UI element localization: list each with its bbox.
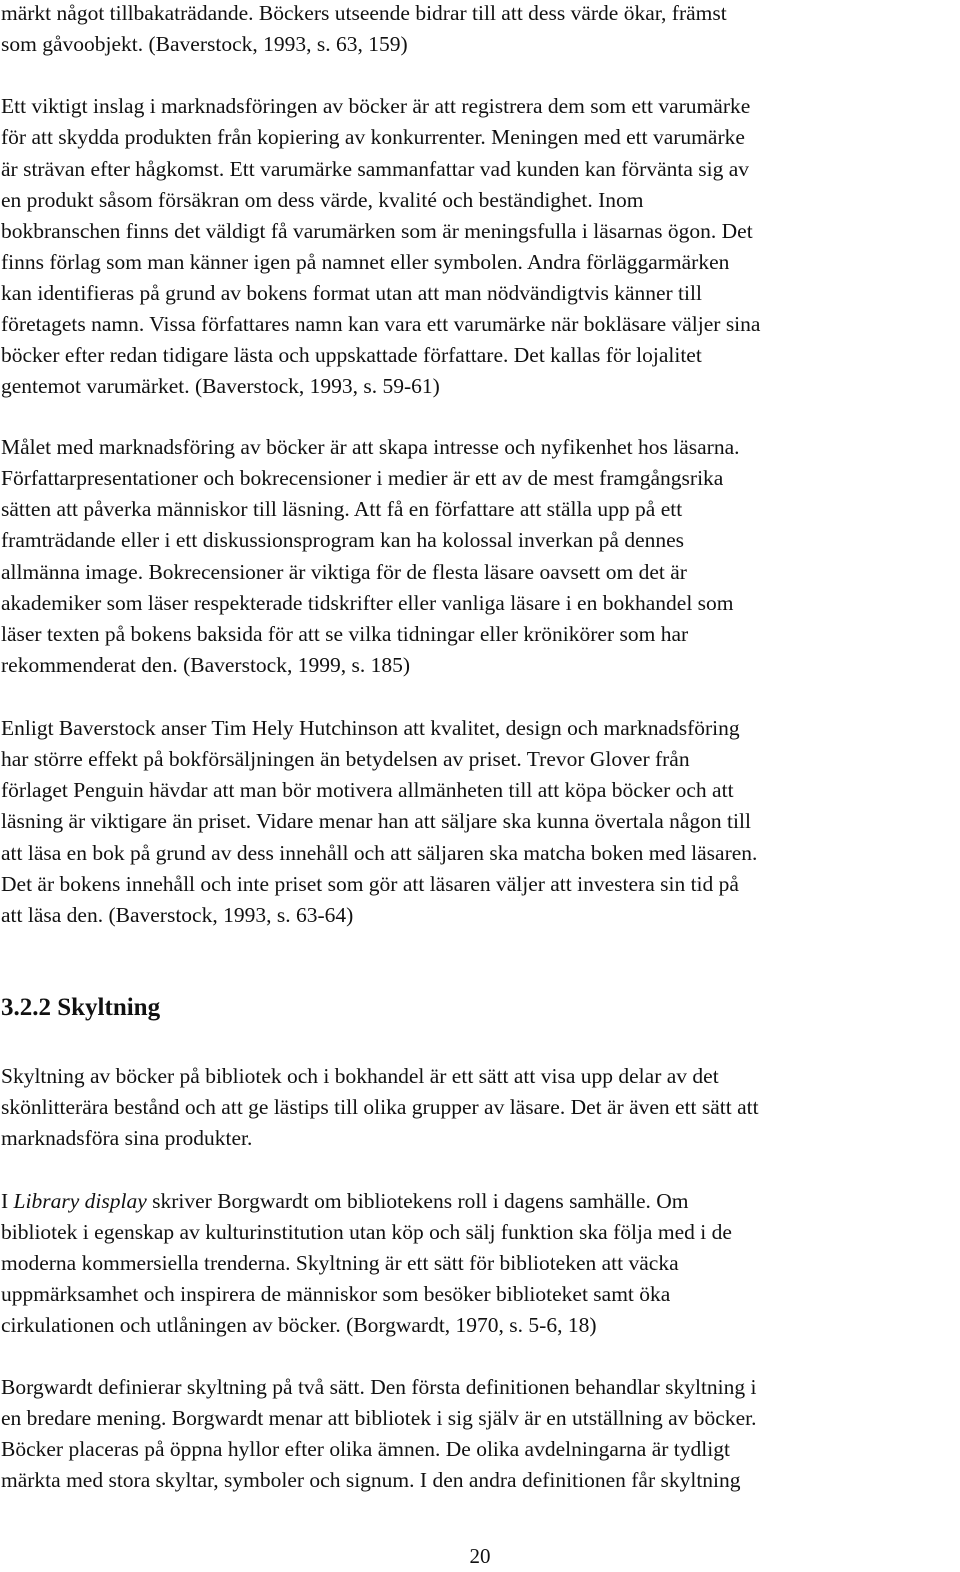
text-line: Borgwardt definierar skyltning på två sätt. Den första definitionen behandlar skyltning i	[1, 1375, 757, 1399]
text-line: finns förlag som man känner igen på namnet eller symbolen. Andra förläggarmärken	[1, 250, 730, 274]
text-line: skönlitterära bestånd och att ge lästips till olika grupper av läsare. Det är även ett sätt att	[1, 1095, 759, 1119]
text-span: skriver Borgwardt om bibliotekens roll i dagens samhälle. Om	[146, 1189, 689, 1213]
text-line: läser texten på bokens baksida för att se vilka tidningar eller krönikörer som har	[1, 622, 689, 646]
text-line: företagets namn. Vissa författares namn kan vara ett varumärke när bokläsare väljer sina	[1, 312, 761, 336]
text-line: Skyltning av böcker på bibliotek och i bokhandel är ett sätt att visa upp delar av det	[1, 1064, 719, 1088]
text-line: cirkulationen och utlåningen av böcker. (Borgwardt, 1970, s. 5-6, 18)	[1, 1313, 597, 1337]
text-line: Enligt Baverstock anser Tim Hely Hutchinson att kvalitet, design och marknadsföring	[1, 716, 740, 740]
text-line: märkt något tillbakaträdande. Böckers utseende bidrar till att dess värde ökar, främst	[1, 1, 727, 25]
text-line: har större effekt på bokförsäljningen än betydelsen av priset. Trevor Glover från	[1, 747, 690, 771]
text-line: läsning är viktigare än priset. Vidare menar han att säljare ska kunna övertala någon till	[1, 809, 751, 833]
text-line: Det är bokens innehåll och inte priset som gör att läsaren väljer att investera sin tid på	[1, 872, 739, 896]
section-heading: 3.2.2 Skyltning	[1, 994, 161, 1021]
text-line: akademiker som läser respekterade tidskrifter eller vanliga läsare i en bokhandel som	[1, 591, 734, 615]
text-line	[1, 1186, 689, 1216]
text-line: böcker efter redan tidigare lästa och uppskattade författare. Det kallas för lojalitet	[1, 343, 702, 367]
text-line: Författarpresentationer och bokrecensioner i medier är ett av de mest framgångsrika	[1, 466, 724, 490]
text-line: att läsa en bok på grund av dess innehåll och att säljaren ska matcha boken med läsaren.	[1, 841, 758, 865]
text-line: att läsa den. (Baverstock, 1993, s. 63-64)	[1, 903, 354, 927]
text-line: Ett viktigt inslag i marknadsföringen av böcker är att registrera dem som ett varumärke	[1, 94, 751, 118]
page-number: 20	[469, 1544, 491, 1568]
text-line: marknadsföra sina produkter.	[1, 1126, 253, 1150]
text-line: en bredare mening. Borgwardt menar att bibliotek i sig själv är en utställning av böcker.	[1, 1406, 757, 1430]
book-title: Library display	[13, 1189, 147, 1213]
text-line: Målet med marknadsföring av böcker är att skapa intresse och nyfikenhet hos läsarna.	[1, 435, 740, 459]
text-line: allmänna image. Bokrecensioner är viktiga för de flesta läsare oavsett om det är	[1, 560, 687, 584]
text-line: Böcker placeras på öppna hyllor efter olika ämnen. De olika avdelningarna är tydligt	[1, 1437, 730, 1461]
text-line: för att skydda produkten från kopiering av konkurrenter. Meningen med ett varumärke	[1, 125, 745, 149]
text-line: sätten att påverka människor till läsning. Att få en författare att ställa upp på ett	[1, 497, 683, 521]
text-line: är strävan efter hågkomst. Ett varumärke sammanfattar vad kunden kan förvänta sig av	[1, 157, 750, 181]
text-line: uppmärksamhet och inspirera de människor som besöker biblioteket samt öka	[1, 1282, 671, 1306]
text-line: bokbranschen finns det väldigt få varumärken som är meningsfulla i läsarnas ögon. Det	[1, 219, 753, 243]
text-line: bibliotek i egenskap av kulturinstitution utan köp och sälj funktion ska följa med i de	[1, 1220, 732, 1244]
text-line: rekommenderat den. (Baverstock, 1999, s. 185)	[1, 653, 410, 677]
text-line: märkta med stora skyltar, symboler och signum. I den andra definitionen får skyltning	[1, 1468, 741, 1492]
text-line: en produkt såsom försäkran om dess värde, kvalité och beständighet. Inom	[1, 188, 644, 212]
text-line: moderna kommersiella trenderna. Skyltning är ett sätt för biblioteken att väcka	[1, 1251, 679, 1275]
text-line: framträdande eller i ett diskussionsprogram kan ha kolossal inverkan på dennes	[1, 528, 685, 552]
text-line: förlaget Penguin hävdar att man bör motivera allmänheten till att köpa böcker och att	[1, 778, 734, 802]
text-line: gentemot varumärket. (Baverstock, 1993, s. 59-61)	[1, 374, 440, 398]
text-line: kan identifieras på grund av bokens format utan att man nödvändigtvis känner till	[1, 281, 702, 305]
text-span: I	[1, 1189, 14, 1213]
text-line: som gåvoobjekt. (Baverstock, 1993, s. 63, 159)	[1, 32, 408, 56]
